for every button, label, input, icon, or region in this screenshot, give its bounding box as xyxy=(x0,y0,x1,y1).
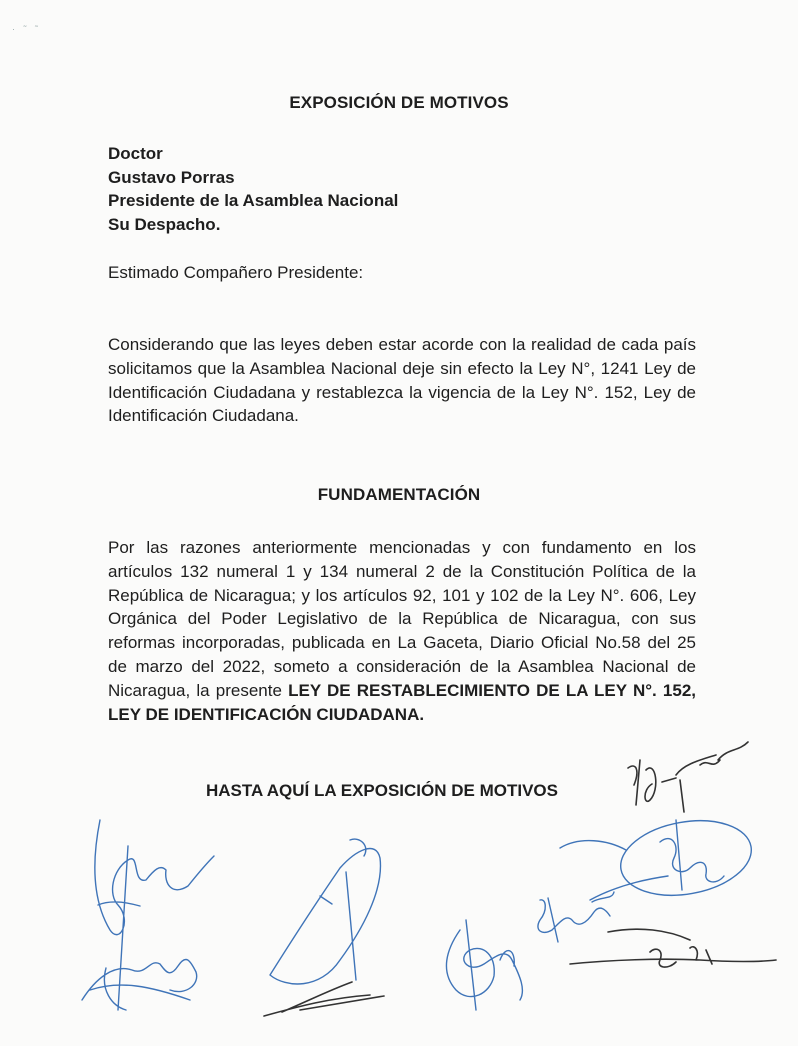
greeting: Estimado Compañero Presidente: xyxy=(108,263,364,282)
paragraph-motivation: Considerando que las leyes deben estar acorde con la realidad de cada país solicitamos que la Asamblea Nacional deje sin efecto la Ley N°, 1241 Ley de Identificación Ciudadana y restablezca la vigencia de la Ley N°. 152, Ley de Identificación Ciudadana. xyxy=(108,335,696,426)
signature-1 xyxy=(628,742,748,812)
signature-2 xyxy=(82,820,214,1010)
signature-4 xyxy=(264,982,384,1016)
recipient-title: Doctor xyxy=(108,144,163,163)
recipient-block xyxy=(108,142,398,236)
recipient-position: Presidente de la Asamblea Nacional xyxy=(108,191,399,210)
scan-artifact: · ˜ ˜ xyxy=(12,24,41,34)
signature-6 xyxy=(538,892,614,942)
law-title: LEY DE RESTABLECIMIENTO DE LA LEY N°. 152, LEY DE IDENTIFICACIÓN CIUDADANA. xyxy=(108,680,697,724)
document-heading: EXPOSICIÓN DE MOTIVOS xyxy=(289,93,509,112)
section-heading: FUNDAMENTACIÓN xyxy=(317,485,481,504)
signature-5 xyxy=(446,920,522,1010)
closing-statement: HASTA AQUÍ LA EXPOSICIÓN DE MOTIVOS xyxy=(206,781,558,800)
paragraph-foundation xyxy=(108,536,696,726)
recipient-office: Su Despacho. xyxy=(108,214,221,234)
signature-8 xyxy=(570,929,776,967)
paragraph-foundation-text: Por las razones anteriormente mencionadas y con fundamento en los artículos 132 numeral 1 y 134 numeral 2 de la Constitución Política de la República de Nicaragua; y los artículos 92, 101 y 102 de la Ley N°. 606, Ley Orgánica del Poder Legislativo de la República de Nicaragua, con sus reformas incorporadas, publicada en La Gaceta, Diario Oficial No.58 del 25 de marzo del 2022, someto a consideración de la Asamblea Nacional de Nicaragua, la presente xyxy=(108,538,696,700)
signature-7 xyxy=(560,811,757,905)
recipient-name: Gustavo Porras xyxy=(108,167,235,187)
signature-3 xyxy=(270,839,380,984)
